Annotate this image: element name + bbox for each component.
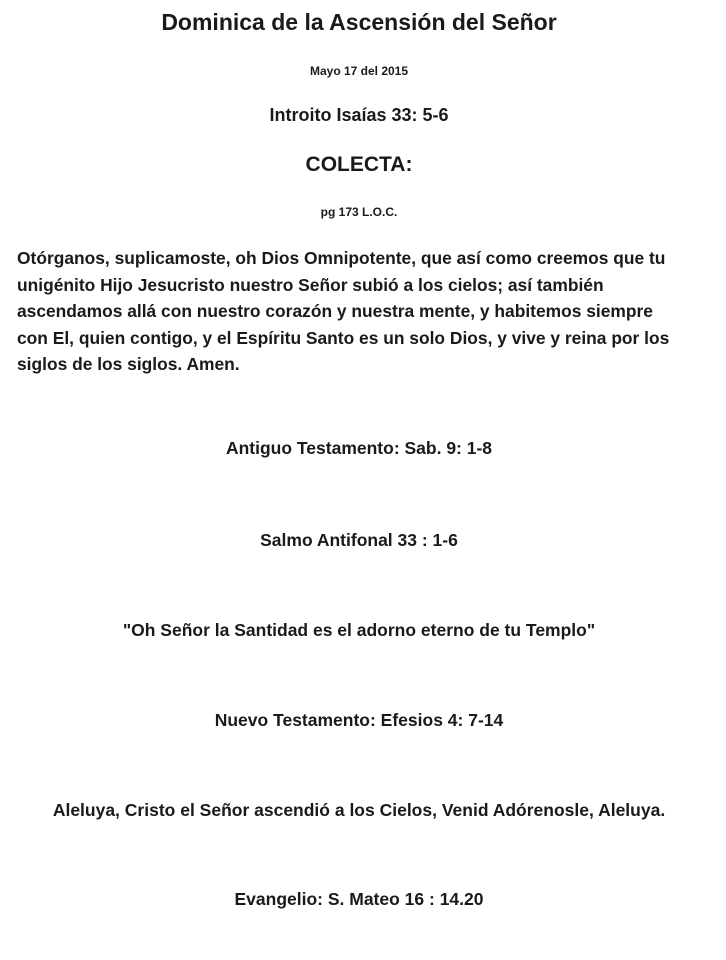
- prayer-line: Otórganos, suplicamoste, oh Dios Omnipotente, que así como creemos que tu: [17, 248, 666, 268]
- antifona-text: "Oh Señor la Santidad es el adorno eterno de tu Templo": [122, 620, 596, 640]
- nuevo-testamento-reading: Nuevo Testamento: Efesios 4: 7-14: [214, 710, 504, 730]
- aleluya-text: Aleluya, Cristo el Señor ascendió a los Cielos, Venid Adórenosle, Aleluya.: [52, 800, 666, 820]
- evangelio-reading: Evangelio: S. Mateo 16 : 14.20: [234, 889, 484, 909]
- antiguo-testamento-reading: Antiguo Testamento: Sab. 9: 1-8: [225, 438, 493, 458]
- prayer-line: ascendamos allá con nuestro corazón y nuestra mente, y habitemos siempre: [17, 301, 653, 321]
- introito-heading: Introito Isaías 33: 5-6: [269, 105, 449, 125]
- colecta-prayer: [17, 245, 717, 378]
- date-line: Mayo 17 del 2015: [309, 64, 409, 78]
- prayer-line: unigénito Hijo Jesucristo nuestro Señor subió a los cielos; así también: [17, 274, 604, 295]
- salmo-reading: Salmo Antifonal 33 : 1-6: [260, 530, 458, 550]
- prayer-line: siglos de los siglos. Amen.: [17, 354, 240, 374]
- page-title: Dominica de la Ascensión del Señor: [161, 9, 557, 35]
- colecta-heading: COLECTA:: [305, 153, 413, 176]
- page-reference: pg 173 L.O.C.: [320, 205, 398, 219]
- prayer-line: con El, quien contigo, y el Espíritu Santo es un solo Dios, y vive y reina por los: [17, 327, 670, 348]
